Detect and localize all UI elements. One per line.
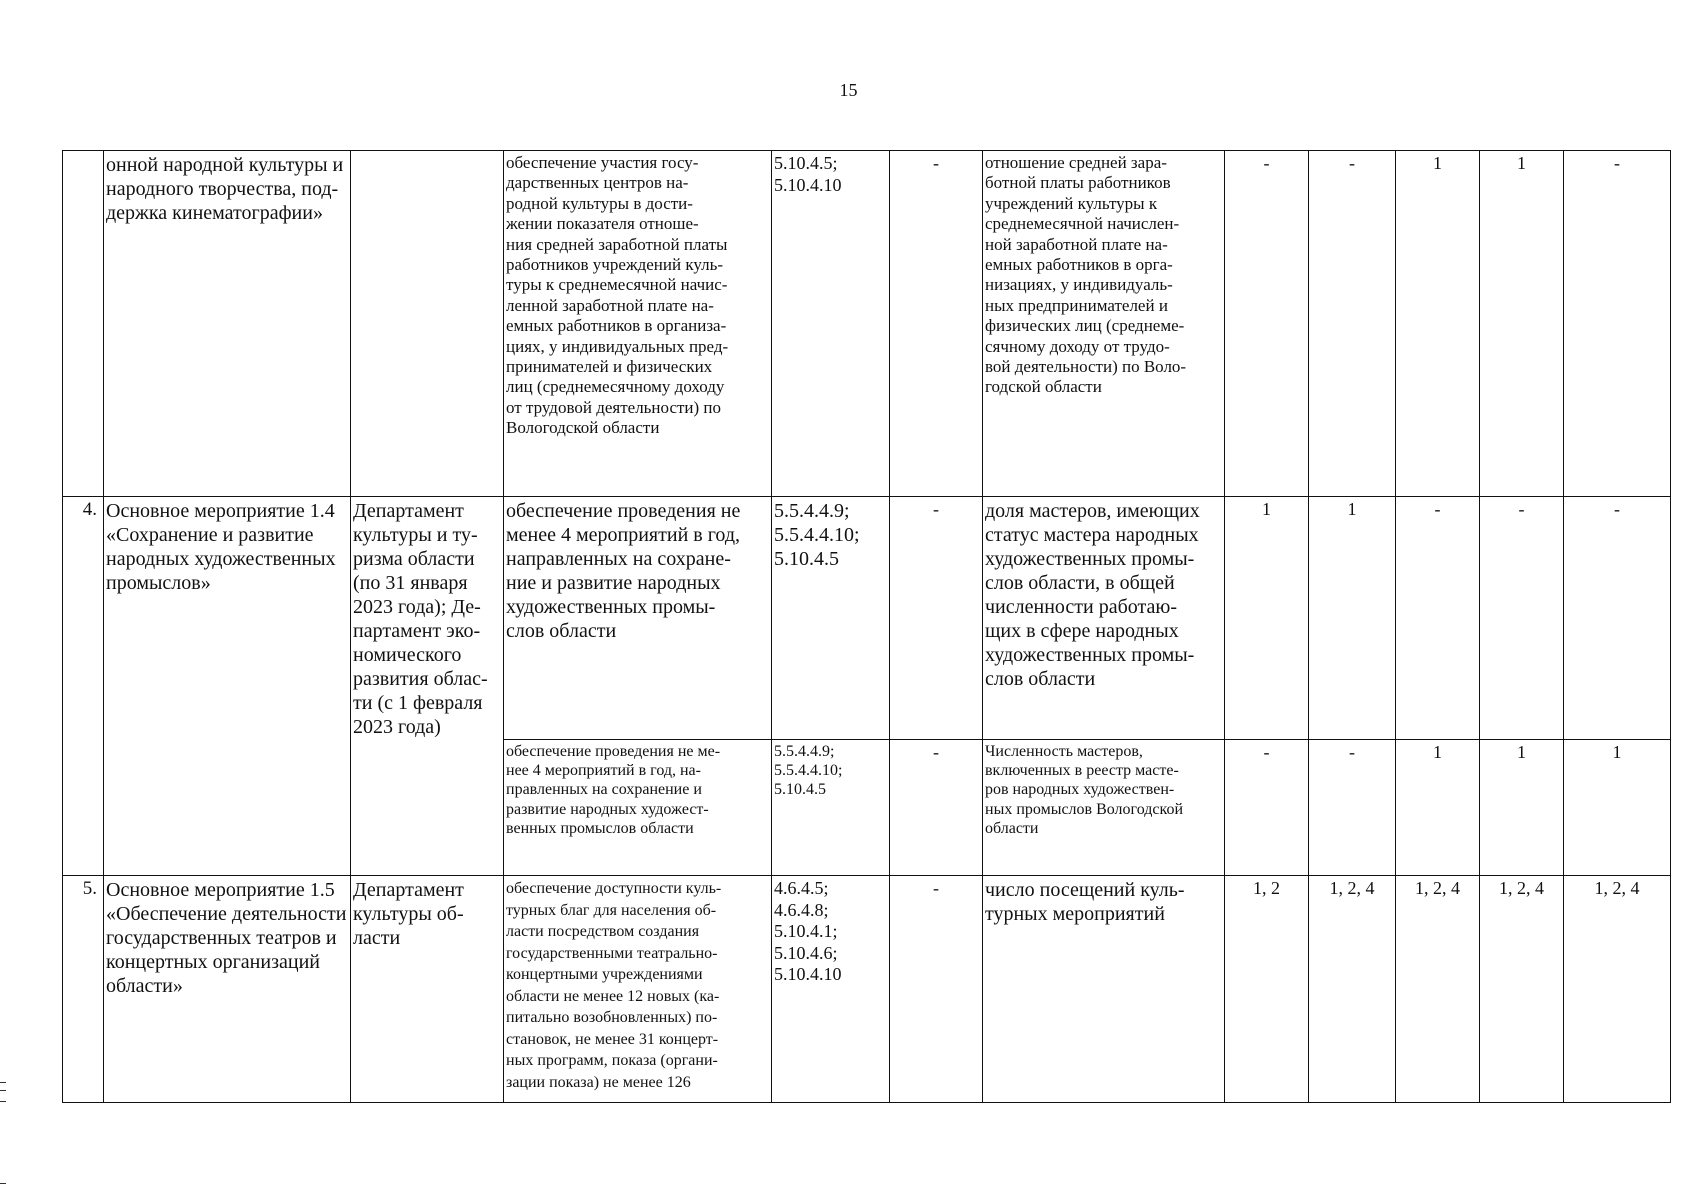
value-cell: 1 bbox=[1396, 151, 1480, 497]
text-line: 5.5.4.4.9; bbox=[774, 743, 835, 760]
text-line: 2023 года) bbox=[353, 716, 441, 738]
value-cell: - bbox=[1225, 151, 1309, 497]
text-line: питально возобновленных) по- bbox=[506, 1009, 718, 1026]
text-line: обеспечение доступности куль- bbox=[506, 880, 722, 897]
text-line: художественных промы- bbox=[985, 548, 1195, 570]
text-line: ров народных художествен- bbox=[985, 781, 1175, 799]
text-line: 4.6.4.8; bbox=[774, 899, 829, 920]
table-row-4a bbox=[63, 497, 1671, 740]
text-line: ния средней заработной платы bbox=[506, 234, 728, 254]
text-line: Основное мероприятие 1.5 bbox=[106, 879, 335, 901]
value-cell: 1, 2, 4 bbox=[1564, 876, 1671, 1103]
text-line: 5.10.4.6; bbox=[774, 942, 838, 963]
text-line: обеспечение участия госу- bbox=[506, 153, 699, 172]
value-cell: 1, 2, 4 bbox=[1309, 876, 1396, 1103]
text-line: области не менее 12 новых (ка- bbox=[506, 987, 720, 1005]
text-line: промыслов» bbox=[106, 572, 211, 594]
codes-cell bbox=[772, 740, 890, 876]
text-line: турных мероприятий bbox=[985, 903, 1165, 925]
text-line: слов области, в общей bbox=[985, 572, 1175, 594]
text-line: обеспечение проведения не bbox=[506, 500, 741, 522]
text-line: 4.6.4.5; bbox=[774, 878, 829, 898]
text-line: 5.5.4.4.10; bbox=[774, 762, 843, 780]
value-cell: - bbox=[1480, 497, 1564, 740]
text-line: художественных промы- bbox=[985, 644, 1195, 666]
text-line: слов области bbox=[985, 668, 1096, 690]
text-line: 5.10.4.1; bbox=[774, 921, 838, 942]
text-line: Основное мероприятие 1.4 bbox=[106, 500, 335, 522]
task-cell bbox=[504, 151, 772, 497]
text-line: ласти посредством создания bbox=[506, 923, 700, 940]
codes-cell bbox=[772, 151, 890, 497]
text-line: от трудовой деятельности) по bbox=[506, 397, 722, 417]
text-line: области bbox=[985, 819, 1039, 837]
indicator-cell bbox=[983, 740, 1225, 876]
text-line: туры к среднемесячной начис- bbox=[506, 275, 728, 295]
text-line: ленной заработной плате на- bbox=[506, 295, 714, 315]
text-line: Вологодской области bbox=[506, 418, 660, 438]
text-line: 2023 года); Де- bbox=[353, 596, 481, 618]
executor-cell bbox=[351, 151, 504, 497]
text-line: развития облас- bbox=[353, 668, 488, 690]
text-line: становок, не менее 31 концерт- bbox=[506, 1030, 719, 1048]
indicator-cell bbox=[983, 497, 1225, 740]
text-line: лиц (среднемесячному доходу bbox=[506, 377, 725, 397]
text-line: Департамент bbox=[353, 879, 464, 901]
dash-cell: - bbox=[890, 497, 983, 740]
text-line: 5.5.4.4.10; bbox=[774, 524, 860, 546]
value-cell: - bbox=[1396, 497, 1480, 740]
text-line: годской области bbox=[985, 377, 1102, 397]
executor-cell bbox=[351, 497, 504, 876]
text-line: циях, у индивидуальных пред- bbox=[506, 336, 729, 356]
text-line: венных промыслов области bbox=[506, 819, 694, 837]
text-line: 5.10.4.10 bbox=[774, 964, 842, 985]
value-cell: - bbox=[1564, 497, 1671, 740]
text-line: турных благ для населения об- bbox=[506, 901, 717, 919]
text-line: Численность мастеров, bbox=[985, 743, 1143, 760]
event-name-cell bbox=[104, 151, 351, 497]
text-line: емных работников в орга- bbox=[985, 254, 1173, 274]
text-line: направленных на сохране- bbox=[506, 548, 731, 570]
text-line: культуры об- bbox=[353, 903, 464, 925]
program-table bbox=[62, 150, 1671, 1103]
dash-cell: - bbox=[890, 876, 983, 1103]
indicator-cell bbox=[983, 151, 1225, 497]
value-cell: 1 bbox=[1480, 740, 1564, 876]
text-line: партамент эко- bbox=[353, 620, 481, 642]
text-line: низациях, у индивидуаль- bbox=[985, 275, 1173, 295]
value-cell: 1 bbox=[1480, 151, 1564, 497]
text-line: отношение средней зара- bbox=[985, 153, 1167, 172]
task-cell bbox=[504, 497, 772, 740]
value-cell: - bbox=[1309, 151, 1396, 497]
row-number-cell: 4. bbox=[63, 497, 104, 876]
text-line: учреждений культуры к bbox=[985, 193, 1158, 213]
text-line: концертными учреждениями bbox=[506, 966, 703, 983]
executor-cell bbox=[351, 876, 504, 1103]
text-line: ных программ, показа (органи- bbox=[506, 1052, 718, 1069]
text-line: работников учреждений куль- bbox=[506, 254, 724, 274]
text-line: доля мастеров, имеющих bbox=[985, 500, 1200, 522]
text-line: онной народной культуры и bbox=[106, 154, 344, 176]
page-number: 15 bbox=[839, 80, 858, 100]
text-line: 5.10.4.5 bbox=[774, 548, 839, 570]
value-cell: 1 bbox=[1564, 740, 1671, 876]
text-line: ботной платы работников bbox=[985, 173, 1171, 193]
text-line: среднемесячной начислен- bbox=[985, 214, 1180, 234]
text-line: численности работаю- bbox=[985, 596, 1177, 618]
text-line: области» bbox=[106, 975, 183, 997]
task-cell bbox=[504, 740, 772, 876]
text-line: ние и развитие народных bbox=[506, 572, 721, 594]
value-cell: 1, 2 bbox=[1225, 876, 1309, 1103]
codes-cell bbox=[772, 497, 890, 740]
text-line: 5.10.4.10 bbox=[774, 174, 842, 195]
text-line: «Сохранение и развитие bbox=[106, 524, 314, 546]
text-line: вой деятельности) по Воло- bbox=[985, 356, 1187, 376]
value-cell: - bbox=[1309, 740, 1396, 876]
text-line: 5.10.4.5 bbox=[774, 781, 826, 799]
text-line: правленных на сохранение и bbox=[506, 781, 702, 799]
text-line: народного творчества, под- bbox=[106, 178, 339, 200]
text-line: народных художественных bbox=[106, 548, 336, 570]
event-name-cell bbox=[104, 497, 351, 876]
text-line: родной культуры в дости- bbox=[506, 193, 693, 213]
margin-binding-mark bbox=[0, 1082, 6, 1102]
table-row-5 bbox=[63, 876, 1671, 1103]
text-line: государственными театрально- bbox=[506, 944, 718, 962]
row-number-cell bbox=[63, 151, 104, 497]
text-line: нее 4 мероприятий в год, на- bbox=[506, 762, 701, 780]
text-line: ласти bbox=[353, 927, 401, 949]
indicator-cell bbox=[983, 876, 1225, 1103]
text-line: сячному доходу от трудо- bbox=[985, 336, 1170, 356]
dash-cell: - bbox=[890, 151, 983, 497]
text-line: принимателей и физических bbox=[506, 356, 713, 376]
text-line: «Обеспечение деятельности bbox=[106, 903, 347, 925]
codes-cell bbox=[772, 876, 890, 1103]
text-line: слов области bbox=[506, 620, 617, 642]
text-line: щих в сфере народных bbox=[985, 620, 1179, 642]
text-line: держка кинематографии» bbox=[106, 202, 323, 224]
dash-cell: - bbox=[890, 740, 983, 876]
text-line: зации показа) не менее 126 bbox=[506, 1073, 691, 1091]
text-line: государственных театров и bbox=[106, 927, 337, 949]
text-line: жении показателя отноше- bbox=[506, 214, 699, 234]
value-cell: 1 bbox=[1396, 740, 1480, 876]
text-line: 5.10.4.5; bbox=[774, 153, 838, 173]
text-line: ти (с 1 февраля bbox=[353, 692, 483, 714]
value-cell: 1, 2, 4 bbox=[1396, 876, 1480, 1103]
value-cell: 1 bbox=[1309, 497, 1396, 740]
text-line: (по 31 января bbox=[353, 572, 468, 594]
text-line: обеспечение проведения не ме- bbox=[506, 743, 721, 760]
value-cell: - bbox=[1564, 151, 1671, 497]
event-name-cell bbox=[104, 876, 351, 1103]
text-line: статус мастера народных bbox=[985, 524, 1199, 546]
text-line: ных предпринимателей и bbox=[985, 295, 1168, 315]
text-line: развитие народных художест- bbox=[506, 800, 709, 818]
text-line: физических лиц (среднеме- bbox=[985, 316, 1185, 336]
text-line: ной заработной плате на- bbox=[985, 234, 1168, 254]
task-cell bbox=[504, 876, 772, 1103]
table-row-continuation bbox=[63, 151, 1671, 497]
text-line: культуры и ту- bbox=[353, 524, 478, 546]
value-cell: - bbox=[1225, 740, 1309, 876]
text-line: менее 4 мероприятий в год, bbox=[506, 524, 741, 546]
value-cell: 1 bbox=[1225, 497, 1309, 740]
text-line: емных работников в организа- bbox=[506, 316, 727, 336]
value-cell: 1, 2, 4 bbox=[1480, 876, 1564, 1103]
row-number-cell: 5. bbox=[63, 876, 104, 1103]
margin-binding-mark bbox=[0, 1183, 6, 1184]
text-line: концертных организаций bbox=[106, 951, 320, 973]
text-line: дарственных центров на- bbox=[506, 173, 689, 193]
text-line: включенных в реестр масте- bbox=[985, 762, 1179, 780]
text-line: художественных промы- bbox=[506, 596, 716, 618]
text-line: число посещений куль- bbox=[985, 879, 1185, 901]
text-line: ризма области bbox=[353, 548, 475, 570]
text-line: номического bbox=[353, 644, 462, 666]
text-line: 5.5.4.4.9; bbox=[774, 500, 850, 522]
text-line: ных промыслов Вологодской bbox=[985, 800, 1183, 818]
text-line: Департамент bbox=[353, 500, 464, 522]
